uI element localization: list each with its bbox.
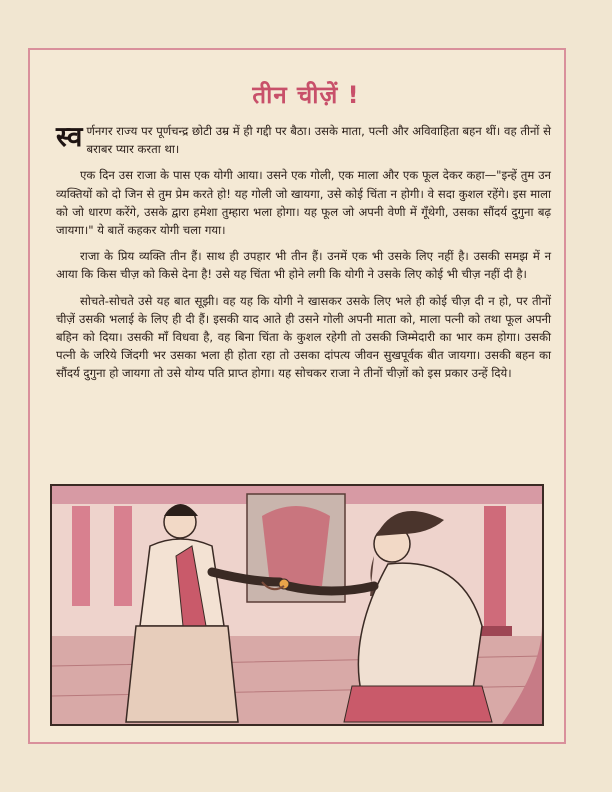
paragraph-1 (56, 122, 551, 158)
yogi-arm (288, 586, 374, 591)
story-illustration (50, 484, 544, 726)
paragraph-2: एक दिन उस राजा के पास एक योगी आया। उसने एक गोली, एक माला और एक फूल देकर कहा—"इन्हें तुम उन व्यक्तियों को दो जिन से तुम प्रेम करते हो! यह गोली जो खायगा, उसे कोई चिंता न होगी। वे सदा कुशल रहेंगे। इस माला को जो धारण करेंगे, उसके द्वारा हमेशा तुम्हारा भला होगा। यह फूल जो अपनी वेणी में गूँथेगी, उसका सौंदर्य दुगुना बढ़ जायगा।" ये बातें कहकर योगी चला गया। (56, 168, 551, 238)
left-pillar-2 (114, 506, 132, 606)
illustration-drawing (52, 486, 542, 724)
paragraph-1-text: र्णनगर राज्य पर पूर्णचन्द्र छोटी उम्र में ही गद्दी पर बैठा। उसके माता, पत्नी और अविवाहिता बहन थीं। वह तीनों से बराबर प्यार करता था। (86, 124, 551, 157)
paragraph-3: राजा के प्रिय व्यक्ति तीन हैं। साथ ही उपहार भी तीन हैं। उनमें एक भी उसके लिए नहीं है। उसकी समझ में न आया कि किस चीज़ को किसे देना है! उसे यह चिंता भी होने लगी कि योगी ने उसके लिए कोई भी चीज़ नहीं दी है। (56, 249, 551, 282)
yogi-cloth (344, 686, 492, 722)
pillar-base (478, 626, 512, 636)
dropcap: स्व (56, 120, 83, 153)
tapestry-curtain (262, 506, 330, 586)
right-pillar (484, 506, 506, 634)
story-text (56, 122, 551, 391)
left-pillar (72, 506, 90, 606)
story-title: तीन चीज़ें ! (252, 81, 360, 109)
king-dhoti (126, 626, 238, 722)
paragraph-4: सोचते-सोचते उसे यह बात सूझी। वह यह कि योगी ने खासकर उसके लिए भले ही कोई चीज़ दी न हो, पर तीनों चीज़ें उसकी भलाई के लिए ही दी हैं। इसकी याद आते ही उसने गोली अपनी माता को, माला पत्नी को तथा फूल अपनी बहिन को दिया। उसकी माँ विधवा है, वह बिना चिंता के कुशल रहेगी तो उसकी जिम्मेदारी का भार कम होगा। उसकी पत्नी के जरिये जिंदगी भर उसका भला ही होता रहा तो उसका दांपत्य जीवन सुखपूर्वक बीत जायगा। उसकी बहन का सौंदर्य दुगुना हो जायगा तो उसे योग्य पति प्राप्त होगा। यह सोचकर राजा ने तीनों चीज़ों को इस प्रकार उन्हें दिये। (56, 293, 551, 381)
